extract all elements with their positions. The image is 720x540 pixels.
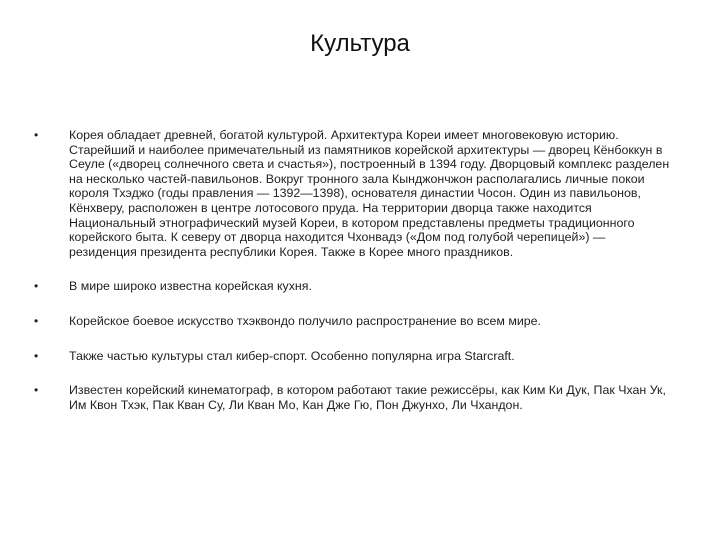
bullet-item-cinema [0,383,674,412]
bullet-list [0,128,720,431]
slide-title: Культура [310,30,410,57]
bullet-text: В мире широко известна корейская кухня. [69,279,312,294]
bullet-item-esports [0,349,674,364]
bullet-item-taekwondo [0,314,674,329]
bullet-text: Известен корейский кинематограф, в котором работают такие режиссёры, как Ким Ки Дук, Пак Чхан Ук, Им Квон Тхэк, Пак Кван Су, Ли Кван Мо, Кан Дже Гю, Пон Джунхо, Ли Чхандон. [69,383,666,412]
bullet-dot-icon: • [34,348,39,363]
bullet-text: Корея обладает древней, богатой культурой. Архитектура Кореи имеет многовековую историю. Старейший и наиболее примечательный из памятников корейской архитектуры — дворец Кёнбоккун в Сеуле («дворец солнечного света и счастья»), построенный в 1394 году. Дворцовый комплекс разделен на несколько частей-павильонов. Вокруг тронного зала Кынджончжон располагались личные покои короля Тхэджо (годы правления — 1392—1398), основателя династии Чосон. Один из павильонов, Кёнхверу, расположен в центре лотосового пруда. На территории дворца также находится Национальный этнографический музей Кореи, в котором представлены предметы традиционного корейского быта. К северу от дворца находится Чхонвадэ («Дом под голубой черепицей») — резиденция президента республики Корея. Также в Корее много праздников. [69,128,670,259]
bullet-dot-icon: • [34,279,39,294]
bullet-item-culture-overview [0,128,674,259]
bullet-text: Корейское боевое искусство тхэквондо получило распространение во всем мире. [69,313,541,328]
bullet-item-cuisine [0,279,674,294]
bullet-dot-icon: • [34,313,39,328]
bullet-dot-icon: • [34,128,39,142]
bullet-text: Также частью культуры стал кибер-спорт. Особенно популярна игра Starcraft. [69,348,515,363]
bullet-dot-icon: • [34,383,39,398]
